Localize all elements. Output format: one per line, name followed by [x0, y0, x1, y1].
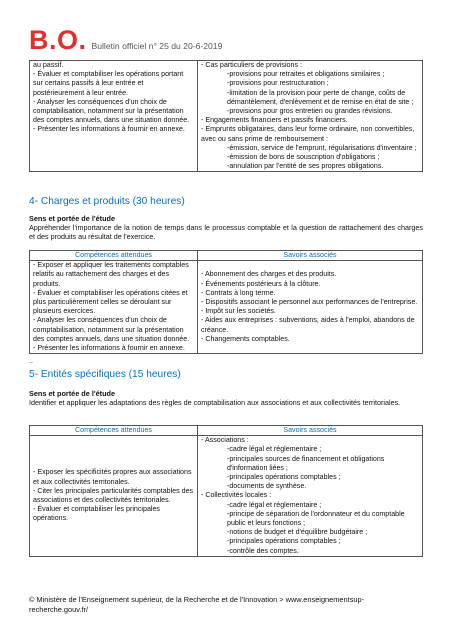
list-item: - Contrats à long terme. — [201, 288, 276, 297]
table2-left-cell — [30, 261, 198, 354]
list-item: - Analyser les conséquences d'un choix de comptabilisation, notamment sur la présentation des comptes annuels, dans une situation donnée. — [33, 97, 190, 125]
col-header-competences: Compétences attendues — [30, 426, 198, 436]
section4-text: Appréhender l'importance de la notion de temps dans le processus comptable et la question de rattachement des charges et des produits au résultat de l'exercice. — [29, 223, 423, 242]
list-item: - Évaluer et comptabiliser les opérations citées et plus particulièrement celles se déroulant sur plusieurs exercices. — [33, 288, 188, 316]
col-header-savoirs: Savoirs associés — [198, 251, 423, 261]
provisions-table — [29, 60, 423, 172]
list-item: -annulation par l'entité de ses propres obligations. — [227, 162, 384, 171]
list-item: - Emprunts obligataires, dans leur forme ordinaire, non convertibles, avec ou sans prime de remboursement : — [201, 125, 415, 143]
list-item: - Événements postérieurs à la clôture. — [201, 279, 321, 288]
list-item: - Aides aux entreprises : subventions, aides à l'emploi, abandons de créance. — [201, 316, 415, 334]
col-header-competences: Compétences attendues — [30, 251, 198, 261]
table1-right-cell — [198, 61, 423, 172]
list-item: - Abonnement des charges et des produits. — [201, 270, 337, 279]
entites-table — [29, 425, 423, 557]
list-item: -principales sources de financement et obligations d'information liées ; — [227, 454, 385, 472]
charges-table — [29, 250, 423, 354]
list-item: - Impôt sur les sociétés. — [201, 307, 276, 316]
bo-logo: B.O. — [29, 25, 87, 55]
list-item: - Évaluer et comptabiliser les principales opérations. — [33, 505, 160, 523]
col-header-savoirs: Savoirs associés — [198, 426, 423, 436]
separator-dash: – — [29, 359, 33, 366]
table2-right-cell — [198, 261, 423, 354]
list-item: -documents de synthèse. — [227, 482, 307, 491]
list-item: -provisions pour restructuration ; — [227, 79, 329, 88]
section5-text: Identifier et appliquer les adaptations des règles de comptabilisation aux associations et aux collectivités territoriales. — [29, 398, 401, 407]
section4-subheading: Sens et portée de l'étude — [29, 214, 116, 223]
table1-left-cell — [30, 61, 198, 172]
list-item: - Présenter les informations à fournir en annexe. — [33, 125, 185, 134]
list-item: -contrôle des comptes. — [227, 546, 299, 555]
list-item: - Analyser les conséquences d'un choix de comptabilisation, notamment sur la présentation des comptes annuels, dans une situation donnée. — [33, 316, 190, 343]
page-header — [29, 26, 222, 54]
table3-right-cell — [198, 436, 423, 557]
list-item: - Engagements financiers et passifs financiers. — [201, 116, 348, 125]
list-item: - Collectivités locales : — [201, 491, 272, 500]
list-item: -provisions pour retraites et obligations similaires ; — [227, 70, 385, 79]
list-item: - Changements comptables. — [201, 334, 290, 343]
page-footer: © Ministère de l'Enseignement supérieur, de la Recherche et de l'Innovation > www.enseignementsup-recherche.gouv.fr/ — [29, 595, 365, 614]
list-item: - Exposer et appliquer les traitements comptables relatifs au rattachement des charges et des produits. — [33, 261, 189, 288]
section5-title: 5- Entités spécifiques (15 heures) — [29, 369, 181, 380]
section4-title: 4- Charges et produits (30 heures) — [29, 196, 185, 207]
list-item: -principales opérations comptables ; — [227, 537, 341, 546]
list-item: -provisions pour gros entretien ou grandes révisions. — [227, 107, 393, 116]
list-item: -émission de bons de souscription d'obligations ; — [227, 153, 380, 162]
bulletin-subtitle: Bulletin officiel n° 25 du 20-6-2019 — [91, 41, 223, 51]
list-item: -principe de séparation de l'ordonnateur et du comptable public et leurs fonctions ; — [227, 509, 405, 528]
list-item: - Dispositifs associant le personnel aux performances de l'entreprise. — [201, 298, 418, 307]
list-item: -notions de budget et d'équilibre budgétaire ; — [227, 528, 368, 537]
section5-subheading: Sens et portée de l'étude — [29, 389, 116, 398]
list-item: -principales opérations comptables ; — [227, 473, 341, 482]
list-item: -émission, service de l'emprunt, régularisations d'inventaire ; — [227, 143, 417, 152]
list-item: - Citer les principales particularités comptables des associations et des collectivités territoriales. — [33, 486, 194, 505]
list-item: - Cas particuliers de provisions : — [201, 61, 302, 69]
list-item: - Présenter les informations à fournir en annexe. — [33, 344, 185, 353]
table3-left-cell — [30, 436, 198, 557]
list-item: - Exposer les spécificités propres aux associations et aux collectivités territoriales. — [33, 468, 192, 486]
list-item: -limitation de la provision pour perte de change, coûts de démantèlement, d'enlèvement et de remise en état de site ; — [227, 88, 414, 106]
list-item: -cadre légal et réglementaire ; — [227, 500, 322, 509]
list-item: -cadre légal et réglementaire ; — [227, 445, 322, 454]
list-item: - Associations : — [201, 436, 249, 445]
list-item: au passif. — [33, 61, 64, 69]
list-item: - Évaluer et comptabiliser les opérations portant sur certains passifs à leur entrée et postérieurement à leur entrée. — [33, 70, 184, 97]
